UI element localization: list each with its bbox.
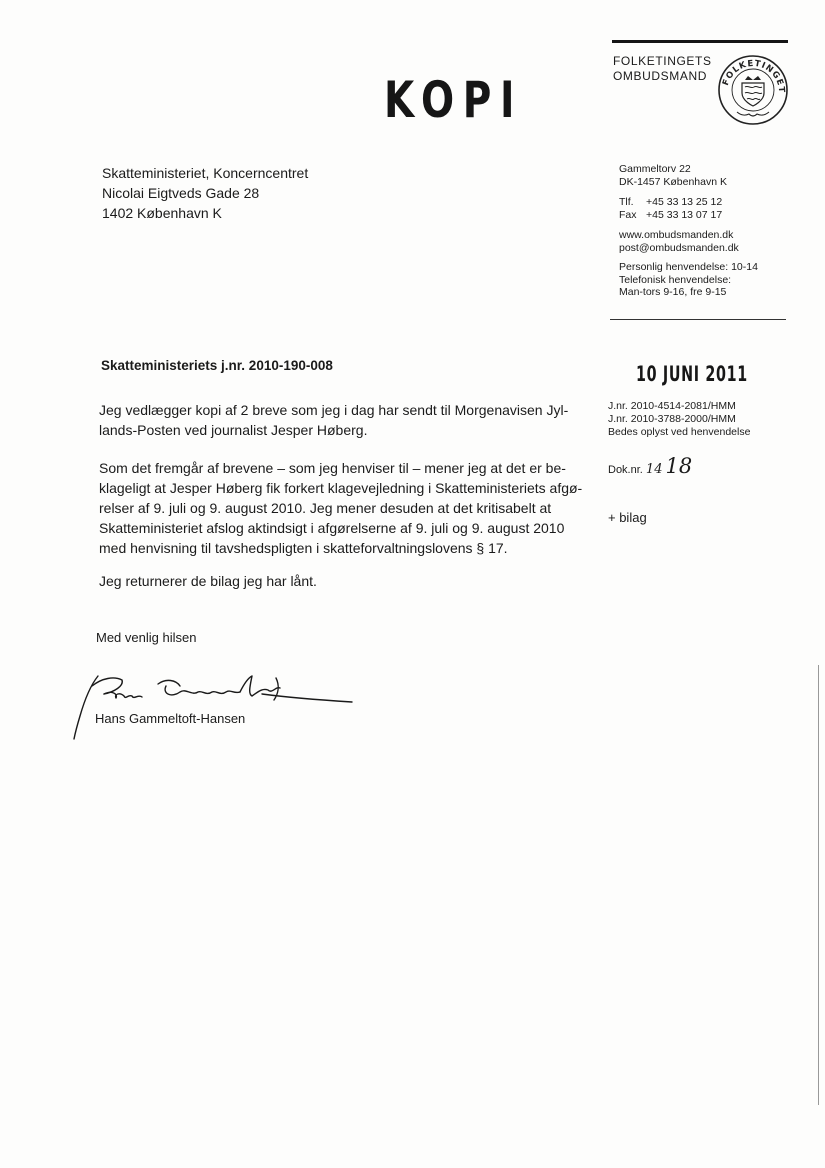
doknr-handwritten: 18 [665,454,693,478]
handwritten-signature [62,664,362,744]
phone-number: +45 33 13 25 12 [646,196,723,208]
reference-line-2: J.nr. 2010-3788-2000/HMM [608,413,736,425]
subject-line: Skatteministeriets j.nr. 2010-190-008 [101,358,333,373]
hours-line-2: Telefonisk henvendelse: [619,273,732,286]
scan-edge-line [818,665,819,1105]
phone-row [619,196,758,209]
reference-line-3: Bedes oplyst ved henvendelse [608,426,751,438]
doknr-label: Dok.nr. [608,464,643,476]
recipient-line-3: 1402 København K [102,205,222,221]
sender-address-2: DK-1457 København K [619,175,727,188]
body-paragraph-3 [99,571,569,591]
sender-contact [619,163,758,299]
recipient-address [102,163,308,223]
body-line: lands-Posten ved journalist Jesper Høberg. [99,422,368,438]
fax-label: Fax [619,208,637,221]
ombudsman-seal-icon [717,54,789,126]
recipient-line-1: Skatteministeriet, Koncerncentret [102,165,309,181]
hours-line-3: Man-tors 9-16, fre 9-15 [619,286,727,298]
copy-stamp: KOPI [384,71,524,129]
institution-name [613,54,712,84]
recipient-line-2: Nicolai Eigtveds Gade 28 [102,185,260,201]
fax-row [619,209,758,222]
header-rule [612,40,788,43]
body-line: Jeg returnerer de bilag jeg har lånt. [99,573,317,589]
institution-line-2: OMBUDSMAND [613,69,708,83]
sender-address-1: Gammeltorv 22 [619,163,691,175]
body-line: Jeg vedlægger kopi af 2 breve som jeg i dag har sendt til Morgenavisen Jyl- [99,402,569,418]
body-line: klageligt at Jesper Høberg fik forkert klagevejledning i Skatteministeriets afgø- [99,480,583,496]
hours-line-1: Personlig henvendelse: 10-14 [619,261,758,273]
body-line: med henvisning til tavshedspligten i skatteforvaltningslovens § 17. [99,540,508,556]
phone-label: Tlf. [619,196,634,208]
institution-line-1: FOLKETINGETS [613,54,712,68]
body-line: relser af 9. juli og 9. august 2010. Jeg mener desuden at det kritisabelt at [99,500,552,516]
contact-rule [610,319,786,320]
email-address: post@ombudsmanden.dk [619,241,739,254]
document-number [608,454,692,478]
attachment-note: + bilag [608,510,647,525]
body-line: Skatteministeriet afslog aktindsigt i afgørelserne af 9. juli og 9. august 2010 [99,520,565,536]
web-address: www.ombudsmanden.dk [619,229,734,241]
signer-name: Hans Gammeltoft-Hansen [95,711,246,726]
closing-greeting: Med venlig hilsen [96,630,197,645]
body-line: Som det fremgår af brevene – som jeg henviser til – mener jeg at det er be- [99,460,566,476]
fax-number: +45 33 13 07 17 [646,208,723,221]
doknr-value: 14 [645,462,663,477]
reference-line-1: J.nr. 2010-4514-2081/HMM [608,400,736,412]
date-stamp: 10 JUNI 2011 [636,362,748,386]
reference-numbers [608,400,750,439]
body-paragraph-2 [99,458,583,558]
seal-text: FOLKETINGET [720,58,787,94]
body-paragraph-1 [99,400,569,440]
